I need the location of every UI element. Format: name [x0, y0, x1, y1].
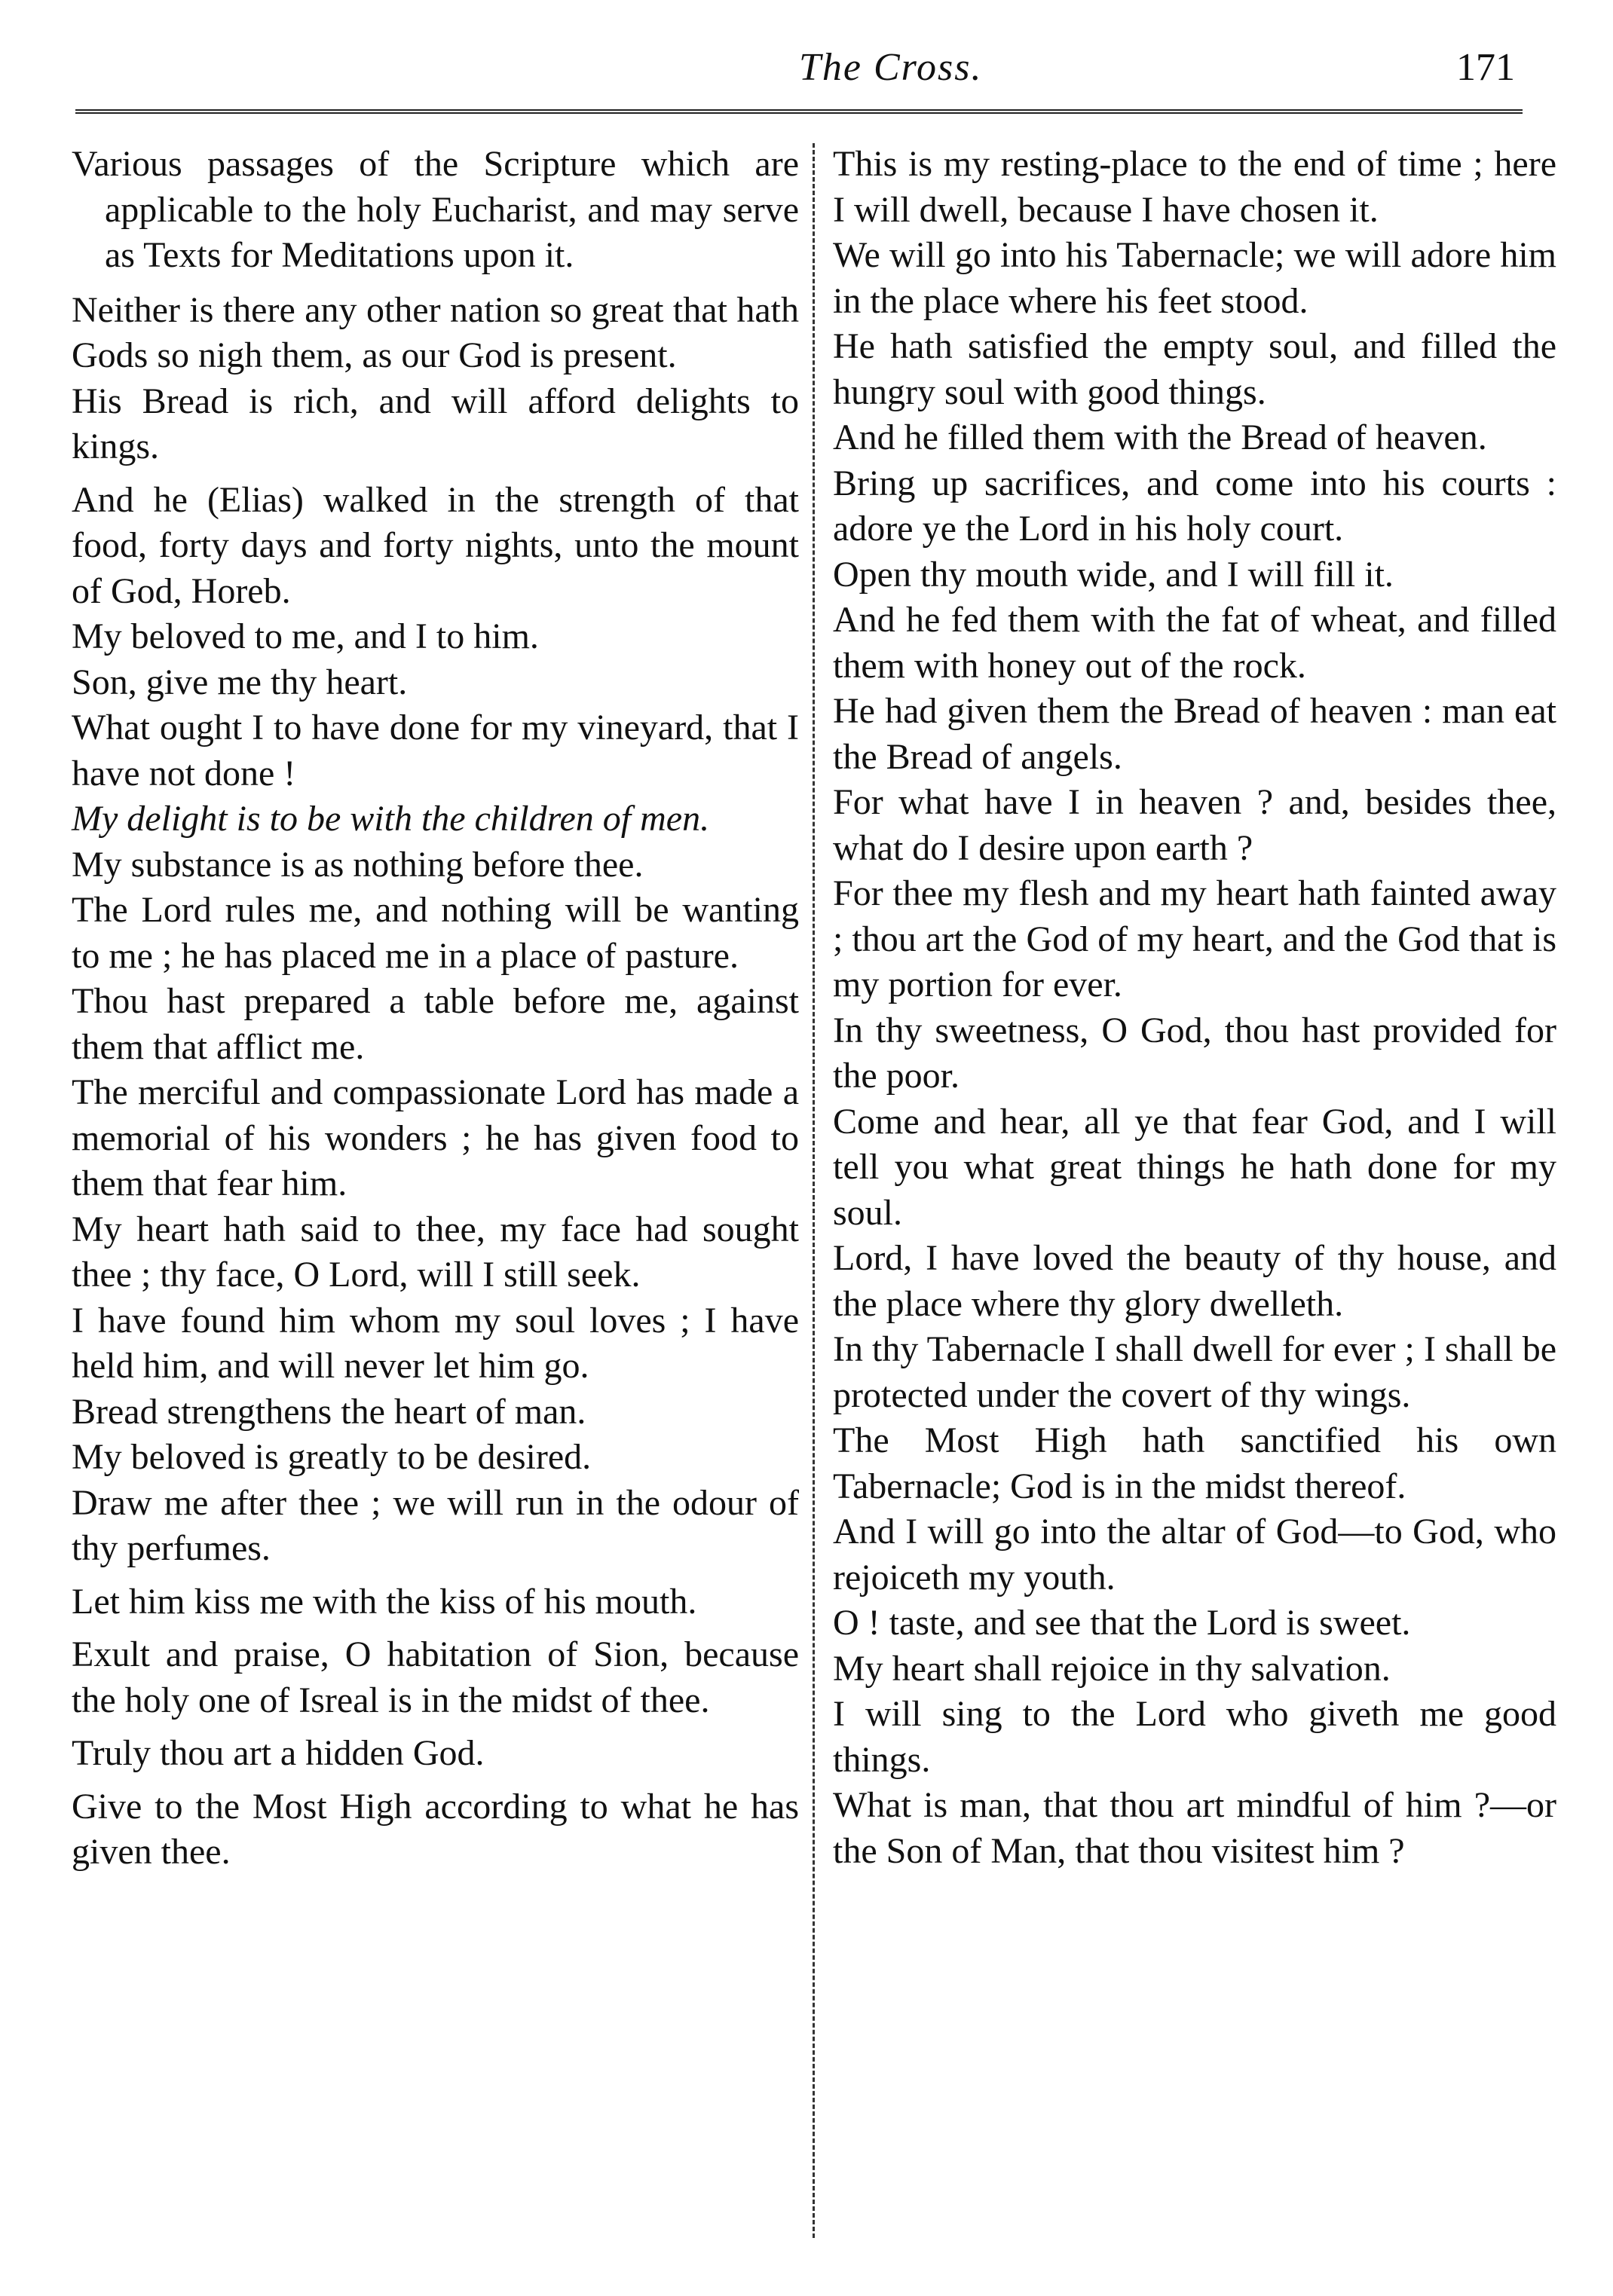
- verse: Bread strengthens the heart of man.: [72, 1391, 586, 1432]
- verse: I have found him whom my soul loves ; I have held him, and will never let him go.: [72, 1300, 799, 1386]
- verse: My beloved is greatly to be desired.: [72, 1437, 592, 1477]
- verse: For what have I in heaven ? and, besides thee, what do I desire upon earth ?: [833, 782, 1556, 868]
- left-column: [72, 142, 799, 1876]
- verse: The merciful and compassionate Lord has made a memorial of his wonders ; he has given food to them that fear him.: [72, 1072, 799, 1203]
- verse: He hath satisfied the empty soul, and filled the hungry soul with good things.: [833, 326, 1556, 412]
- verse: Truly thou art a hidden God.: [72, 1733, 485, 1773]
- verse: Let him kiss me with the kiss of his mouth.: [72, 1581, 697, 1622]
- verse: The Lord rules me, and nothing will be wanting to me ; he has placed me in a place of pasture.: [72, 890, 799, 976]
- verse: Thou hast prepared a table before me, against them that afflict me.: [72, 981, 799, 1067]
- verse: Draw me after thee ; we will run in the odour of thy perfumes.: [72, 1482, 799, 1568]
- verse: Lord, I have loved the beauty of thy house, and the place where thy glory dwelleth.: [833, 1238, 1556, 1324]
- section-intro: Various passages of the Scripture which are applicable to the holy Eucharist, and may serve as Texts for Meditations upon it.: [72, 144, 799, 275]
- verse: Come and hear, all ye that fear God, and I will tell you what great things he hath done for my soul.: [833, 1101, 1556, 1233]
- verse: O ! taste, and see that the Lord is sweet.: [833, 1603, 1411, 1643]
- verse: And he (Elias) walked in the strength of that food, forty days and forty nights, unto the mount of God, Horeb.: [72, 479, 799, 611]
- header-rule: [75, 109, 1523, 114]
- running-head-title: The Cross.: [799, 46, 983, 89]
- verse: My substance is as nothing before thee.: [72, 844, 644, 885]
- verse: This is my resting-place to the end of time ; here I will dwell, because I have chosen it.: [833, 144, 1556, 230]
- verse: His Bread is rich, and will afford delights to kings.: [72, 381, 799, 466]
- verse: Open thy mouth wide, and I will fill it.: [833, 554, 1394, 595]
- verse: He had given them the Bread of heaven : man eat the Bread of angels.: [833, 691, 1556, 777]
- page-number: 171: [1456, 46, 1515, 89]
- verse: And he filled them with the Bread of heaven.: [833, 417, 1487, 457]
- column-divider: [813, 143, 815, 2238]
- verse: And I will go into the altar of God—to God, who rejoiceth my youth.: [833, 1512, 1556, 1597]
- verse: Give to the Most High according to what he has given thee.: [72, 1786, 799, 1872]
- verse: What ought I to have done for my vineyard, that I have not done !: [72, 708, 799, 793]
- verse: My heart hath said to thee, my face had sought thee ; thy face, O Lord, will I still seek.: [72, 1209, 799, 1295]
- verse: Neither is there any other nation so great that hath Gods so nigh them, as our God is present.: [72, 289, 799, 375]
- verse: Son, give me thy heart.: [72, 662, 408, 702]
- verse: I will sing to the Lord who giveth me good things.: [833, 1694, 1556, 1780]
- verse: My heart shall rejoice in thy salvation.: [833, 1648, 1391, 1689]
- verse: Bring up sacrifices, and come into his courts : adore ye the Lord in his holy court.: [833, 463, 1556, 549]
- verse: For thee my flesh and my heart hath fainted away ; thou art the God of my heart, and the God that is my portion for ever.: [833, 873, 1556, 1004]
- verse: We will go into his Tabernacle; we will adore him in the place where his feet stood.: [833, 235, 1556, 321]
- verse: My delight is to be with the children of men.: [72, 799, 710, 839]
- verse: What is man, that thou art mindful of him ?—or the Son of Man, that thou visitest him ?: [833, 1785, 1556, 1871]
- running-head: [75, 45, 1523, 105]
- right-column: [833, 142, 1556, 1874]
- verse: In thy Tabernacle I shall dwell for ever ; I shall be protected under the covert of thy wings.: [833, 1329, 1556, 1415]
- verse: In thy sweetness, O God, thou hast provided for the poor.: [833, 1010, 1556, 1096]
- verse: My beloved to me, and I to him.: [72, 616, 539, 656]
- verse: Exult and praise, O habitation of Sion, because the holy one of Isreal is in the midst of thee.: [72, 1634, 799, 1720]
- verse: The Most High hath sanctified his own Tabernacle; God is in the midst thereof.: [833, 1420, 1556, 1506]
- verse: And he fed them with the fat of wheat, and filled them with honey out of the rock.: [833, 600, 1556, 686]
